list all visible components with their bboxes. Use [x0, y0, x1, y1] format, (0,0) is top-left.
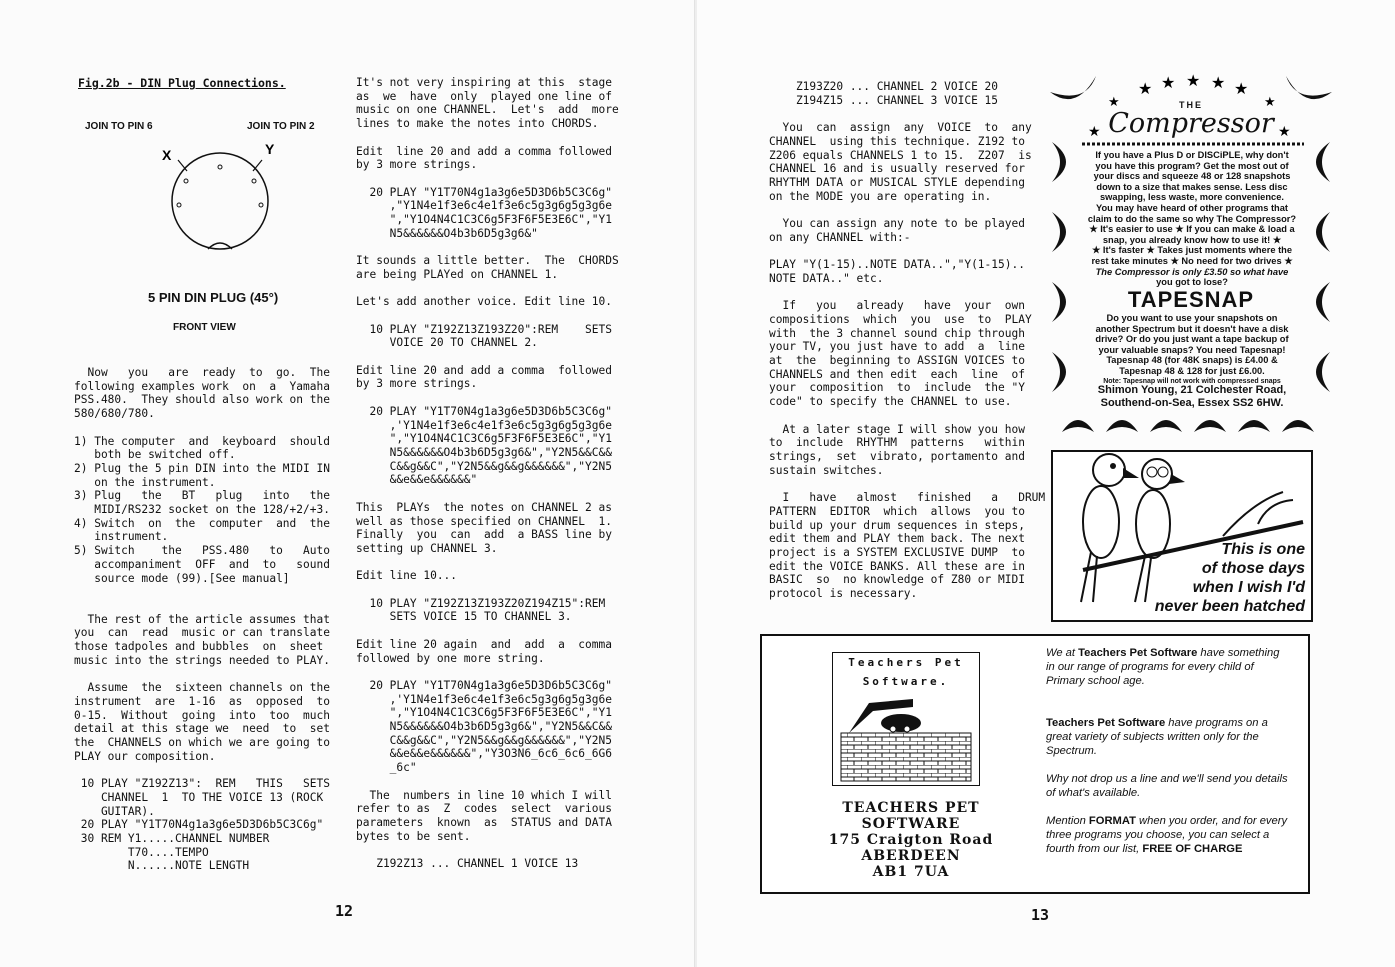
caption-line: when I wish I'd: [1192, 579, 1305, 596]
figure-title: Fig.2b - DIN Plug Connections.: [78, 76, 286, 90]
front-view-label: FRONT VIEW: [173, 322, 236, 333]
text: have something in our range of programs for every child of Primary school age.: [1046, 647, 1280, 687]
tapesnap-note: Note: Tapesnap will not work with compressed snaps: [1103, 377, 1281, 385]
tapesnap-line: Tapesnap 48 & 128 for just £6.00.: [1119, 365, 1265, 376]
compressor-ad: [1046, 72, 1336, 440]
svg-text:★: ★: [1108, 95, 1120, 110]
join-pin6-label: JOIN TO PIN 6: [85, 121, 153, 132]
compressor-the: THE: [1179, 100, 1203, 110]
address-line: 175 Craigton Road: [828, 832, 994, 848]
compressor-line: snap, you already know how to use it! ★: [1102, 234, 1282, 245]
company-name: Teachers Pet Software: [1078, 647, 1198, 659]
tp-para-4: [1046, 814, 1288, 856]
page-number-right: 13: [1031, 906, 1050, 924]
mark-y: Y: [265, 141, 275, 157]
compressor-line: you have this program? Get the most out of: [1095, 160, 1289, 171]
caption-line: of those days: [1201, 560, 1305, 577]
teachers-pet-logo: [832, 652, 980, 786]
address-line: AB1 7UA: [872, 864, 950, 880]
tapesnap-line: Do you want to use your snapshots on: [1106, 313, 1278, 323]
left-page: [0, 0, 697, 967]
cartoon-caption: [1155, 540, 1305, 616]
address-line: TEACHERS PET: [842, 800, 980, 816]
compressor-line: claim to do the same so why The Compressor?: [1087, 213, 1297, 224]
compressor-line: The Compressor is only £3.50 so what have: [1095, 266, 1289, 277]
tapesnap-line: your valuable snaps? You need Tapesnap!: [1098, 344, 1286, 355]
teachers-pet-address: [780, 800, 1042, 880]
caption-line: never been hatched: [1154, 598, 1305, 615]
tp-para-3: Why not drop us a line and we'll send you details of what's available.: [1046, 773, 1288, 799]
compressor-line: rest take minutes ★ No need for two drives ★: [1091, 255, 1293, 266]
page-number-left: 12: [335, 902, 354, 920]
arrow-y: [253, 160, 262, 171]
svg-text:★: ★: [1161, 73, 1176, 92]
pin-2: [218, 165, 222, 169]
svg-text:★: ★: [1234, 79, 1249, 98]
text: when you order, and for every three programs you choose, you can select a fourth from our list,: [1046, 815, 1288, 855]
text: Mention: [1046, 815, 1089, 827]
compressor-address: [1066, 384, 1318, 410]
plug-outline: [172, 153, 268, 249]
tapesnap-line: Tapesnap 48 (for 48K snaps) is £4.00 &: [1106, 355, 1278, 366]
svg-text:★: ★: [1264, 95, 1276, 110]
address-line: SOFTWARE: [861, 816, 961, 832]
pin-1: [252, 179, 256, 183]
free-of-charge: FREE OF CHARGE: [1142, 843, 1243, 855]
logo-wall-illustration: [833, 693, 979, 785]
compressor-line: If you have a Plus D or DISCiPLE, why don't: [1095, 150, 1289, 160]
pin-3: [184, 179, 188, 183]
compressor-body: [1076, 150, 1308, 288]
right-column-text: Z193Z20 ... CHANNEL 2 VOICE 20 Z194Z15 ... CHANNEL 3 VOICE 15 You can assign any VOICE to any CHANNEL using this technique. Z192 to Z206 equals CHANNELS 1 to 15. Z207 is CHANNEL 16 and is usually reserved for RHYTHM DATA or MUSICAL STYLE depending on the MODE you are operating in. You can assign any note to be played on any CHANNEL with:- PLAY "Y(1-15)..NOTE DATA..","Y(1-15).. NOTE DATA.." etc. If you already have your own compositions which you use to PLAY with the 3 channel sound chip through your TV, you just have to add a line at the beginning to ASSIGN VOICES to CHANNELS and then edit each line of your composition to include the "Y code" to specify the CHANNEL to use. At a later stage I will show you how to include RHYTHM patterns within strings, set vibrato, portamento and sustain switches. I have almost finished a DRUM PATTERN EDITOR which allows you to build up your drum sequences in steps, edit them and PLAY them back. The next project is a SYSTEM EXCLUSIVE DUMP to edit the VOICE BANKS. All these are in BASIC so no knowledge of Z80 or MIDI protocol is necessary.: [769, 80, 1046, 601]
text: have programs on a great variety of subjects written only for the Spectrum.: [1046, 717, 1268, 757]
tp-para-1: [1046, 646, 1288, 688]
tapesnap-title: TAPESNAP: [1127, 287, 1255, 312]
compressor-line: ★ It's easier to use ★ If you can make & load a: [1089, 224, 1295, 235]
column-1-text: Now you are ready to go. The following examples work on a Yamaha PSS.480. They should also work on the 580/680/780. 1) The computer and keyboard should both be switched off. 2) Plug the 5 pin DIN into the MIDI IN on the instrument. 3) Plug the BT plug into the MIDI/RS232 socket on the 128/+2/+3. 4) Switch on the computer and the instrument. 5) Switch the PSS.480 to Auto accompaniment OFF and to sound source mode (99).[See manual] The rest of the article assumes that you can read music or can translate those tadpoles and bubbles on sheet music into the strings needed to PLAY. Assume the sixteen channels on the instrument are 1-16 as opposed to 0-15. Without going into too much detail at this stage we need to set the CHANNELS on which we are going to PLAY our composition. 10 PLAY "Z192Z13": REM THIS SETS CHANNEL 1 TO THE VOICE 13 (ROCK GUITAR). 20 PLAY "Y1T70N4g1a3g6e5D3D6b5C3C6g" 30 REM Y1.....CHANNEL NUMBER T70....TEMPO N......NOTE LENGTH: [74, 366, 330, 873]
pin-4: [259, 203, 263, 207]
compressor-line: down to a size that makes sense. Less disc: [1096, 181, 1288, 192]
caption-line: This is one: [1221, 541, 1305, 558]
compressor-line: you got to lose?: [1156, 277, 1228, 288]
address-line: Southend-on-Sea, Essex SS2 6HW.: [1100, 397, 1284, 409]
din-plug-diagram: [150, 138, 290, 258]
compressor-line: swapping, less waste, more convenience.: [1100, 192, 1284, 203]
compressor-title: Compressor: [1108, 108, 1274, 139]
compressor-line: You may have heard of other programs that: [1095, 202, 1288, 213]
column-2-text: It's not very inspiring at this stage as we have only played one line of music on one CHANNEL. Let's add more lines to make the notes into CHORDS. Edit line 20 and add a comma followed by 3 more strings. 20 PLAY "Y1T70N4g1a3g6e5D3D6b5C3C6g" ,"Y1N4e1f3e6c4e1f3e6c5g3g6g5g3g6e ","Y1O4N4C1C3C6g5F3F6F5E3E6C","Y1 N5&&&&&&O4b3b6D5g3g6&" It sounds a little better. The CHORDS are being PLAYed on CHANNEL 1. Let's add another voice. Edit line 10. 10 PLAY "Z192Z13Z193Z20":REM SETS VOICE 20 TO CHANNEL 2. Edit line 20 and add a comma followed by 3 more strings. 20 PLAY "Y1T70N4g1a3g6e5D3D6b5C3C6g" ,'Y1N4e1f3e6c4e1f3e6c5g3g6g5g3g6e ","Y1O4N4C1C3C6g5F3F6F5E3E6C","Y1 N5&&&&&&O4b3b6D5g3g6&","Y2N5&&C&& C&&g&&C","Y2N5&&g&&g&&&&&&","Y2N5 &&e&&e&&&&&&" This PLAYs the notes on CHANNEL 2 as well as those specified on CHANNEL 1. Finally you can add a BASS line by setting up CHANNEL 3. Edit line 10... 10 PLAY "Z192Z13Z193Z20Z194Z15":REM SETS VOICE 15 TO CHANNEL 3. Edit line 20 again and add a comma followed by one more string. 20 PLAY "Y1T70N4g1a3g6e5D3D6b5C3C6g" ,'Y1N4e1f3e6c4e1f3e6c5g3g6g5g3g6e ","Y1O4N4C1C3C6g5F3F6F5E3E6C","Y1 N5&&&&&&O4b3b6D5g3g6&","Y2N5&&C&& C&&g&&C","Y2N5&&g&&g&&&&&&","Y2N5 &&e&&e&&&&&&","Y3O3N6_6c6_6c6_6G6 _6c" The numbers in line 10 which I will refer to as Z codes select various parameters known as STATUS and DATA bytes to be sent. Z192Z13 ... CHANNEL 1 VOICE 13: [356, 76, 619, 871]
join-pin2-label: JOIN TO PIN 2: [247, 121, 315, 132]
compressor-line: ★ It's faster ★ Takes just moments where the: [1091, 245, 1293, 256]
bird-cartoon: [1051, 450, 1313, 622]
tp-para-2: [1046, 716, 1288, 758]
svg-text:★: ★: [1138, 79, 1153, 98]
svg-text:★: ★: [1088, 124, 1101, 140]
address-line: Shimon Young, 21 Colchester Road,: [1097, 384, 1287, 396]
plug-caption: 5 PIN DIN PLUG (45°): [148, 290, 279, 305]
tapesnap-body: [1076, 313, 1308, 387]
compressor-line: your discs and squeeze 48 or 128 snapshots: [1093, 171, 1291, 182]
svg-text:★: ★: [1186, 72, 1201, 90]
pin-5: [177, 203, 181, 207]
company-name: Teachers Pet Software: [1046, 717, 1166, 729]
text: We at: [1046, 647, 1079, 659]
tapesnap-line: another Spectrum but it doesn't have a disk: [1095, 323, 1289, 334]
logo-line1: Teachers Pet: [848, 656, 964, 669]
mark-x: X: [162, 147, 172, 163]
svg-text:★: ★: [1278, 124, 1291, 140]
address-line: ABERDEEN: [861, 848, 961, 864]
tapesnap-line: drive? Or do you just want a tape backup of: [1095, 334, 1289, 345]
svg-text:★: ★: [1211, 73, 1226, 92]
format-name: FORMAT: [1088, 815, 1136, 827]
logo-line2: Software.: [862, 675, 950, 688]
arrow-x: [178, 160, 187, 171]
